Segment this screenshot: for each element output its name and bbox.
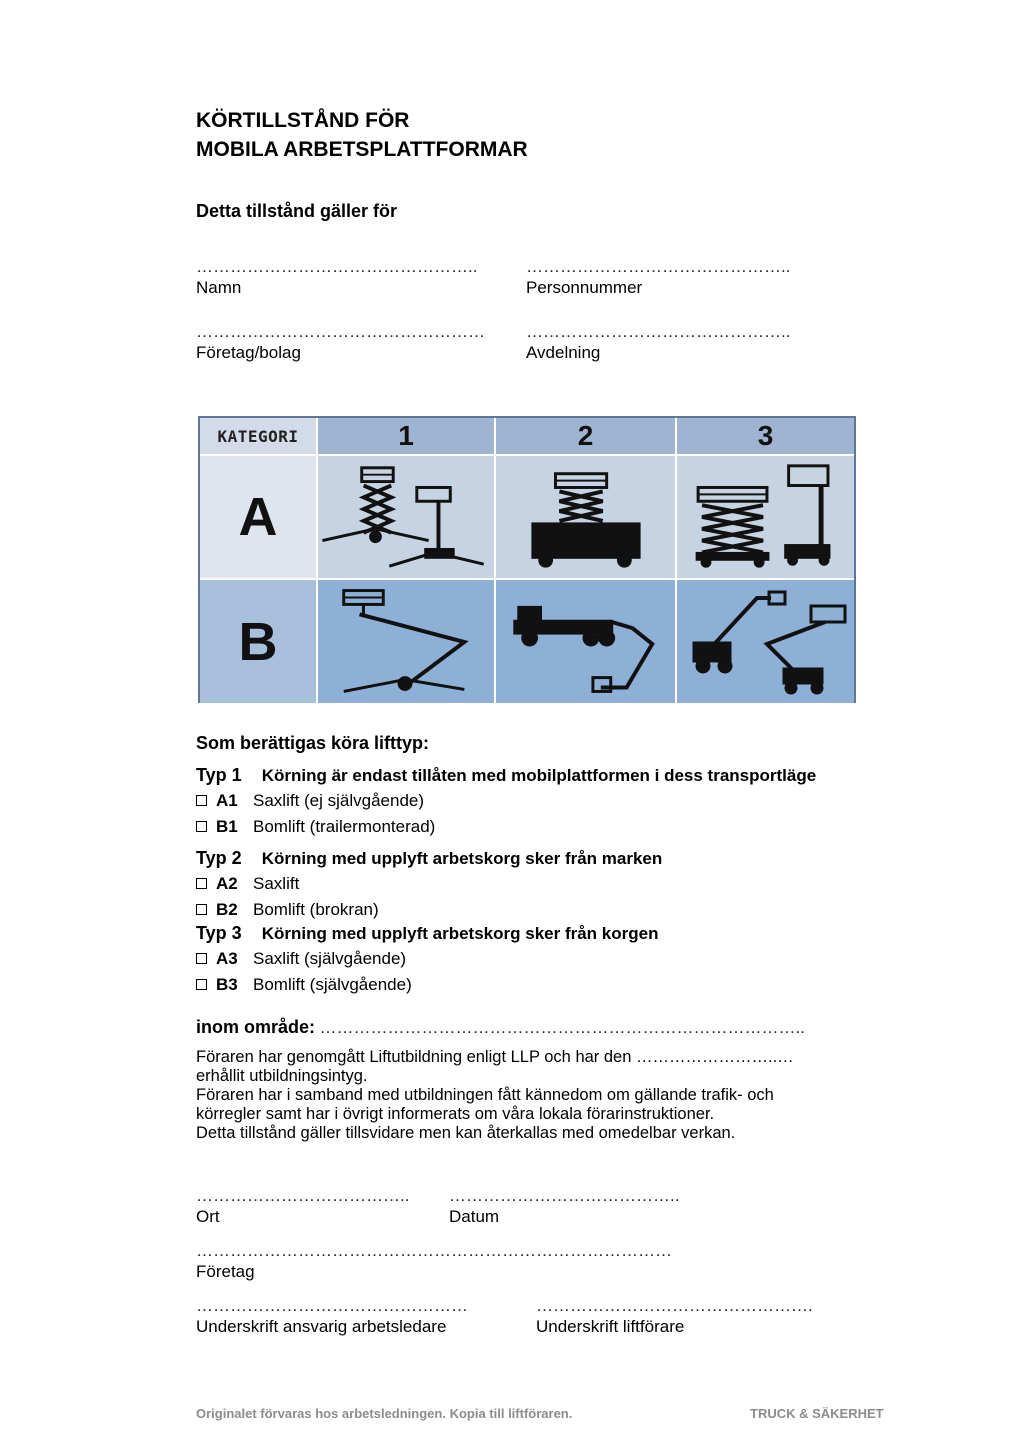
- intro-heading: Detta tillstånd gäller för: [196, 201, 398, 221]
- column-header-2: 2: [496, 418, 677, 456]
- checkbox-a2[interactable]: [196, 878, 207, 889]
- date-label: Datum: [449, 1207, 500, 1226]
- cell-b1: [318, 580, 496, 703]
- column-header-1: 1: [318, 418, 496, 456]
- area-label: inom område:: [196, 1017, 316, 1037]
- column-header-3: 3: [677, 418, 854, 456]
- lift-types-heading: Som berättigas köra lifttyp:: [196, 733, 430, 753]
- cell-a1: [318, 456, 496, 580]
- option-text-b1: Bomlift (trailermonterad): [253, 817, 436, 836]
- boom-lift-icon: [318, 580, 494, 703]
- supervisor-signature-line[interactable]: …………………………………………: [196, 1296, 468, 1315]
- driver-signature-line[interactable]: ………………………………………….: [536, 1296, 813, 1315]
- checkbox-b3[interactable]: [196, 979, 207, 990]
- row-header-b: B: [200, 580, 318, 703]
- title-line-1: KÖRTILLSTÅND FÖR: [196, 109, 410, 132]
- name-field-line[interactable]: …………………………………………..: [196, 257, 478, 276]
- category-header: KATEGORI: [200, 418, 318, 456]
- supervisor-signature-label: Underskrift ansvarig arbetsledare: [196, 1317, 447, 1336]
- cell-a2: [496, 456, 677, 580]
- option-a3[interactable]: [196, 949, 406, 969]
- option-b2[interactable]: [196, 900, 379, 920]
- checkbox-b1[interactable]: [196, 821, 207, 832]
- statement-text: [196, 1048, 794, 1143]
- scissor-lift-icon: [677, 456, 854, 578]
- area-field-line[interactable]: …………………………………………………………………………..: [319, 1018, 805, 1037]
- statement-line-1: Föraren har genomgått Liftutbildning enligt LLP och har den ……………………..…: [196, 1048, 794, 1066]
- type-1-heading: [196, 765, 816, 786]
- department-label: Avdelning: [526, 343, 601, 362]
- option-code-a2: A2: [216, 874, 238, 893]
- statement-line-3: Föraren har i samband med utbildningen fått kännedom om gällande trafik- och: [196, 1086, 774, 1104]
- type-1-label: Typ 1: [196, 765, 242, 785]
- type-1-description: Körning är endast tillåten med mobilplattformen i dess transportläge: [261, 766, 817, 785]
- option-text-a1: Saxlift (ej självgående): [253, 791, 425, 810]
- option-code-b1: B1: [216, 817, 238, 836]
- scissor-lift-icon: [318, 456, 494, 578]
- cell-b3: [677, 580, 854, 703]
- checkbox-a3[interactable]: [196, 953, 207, 964]
- document-title: [196, 106, 528, 164]
- signature-company-field-line[interactable]: …………………………………………………………………………: [196, 1241, 672, 1260]
- name-label: Namn: [196, 278, 242, 297]
- scissor-lift-icon: [496, 456, 675, 578]
- type-2-heading: [196, 848, 662, 869]
- company-label: Företag/bolag: [196, 343, 301, 362]
- option-text-a3: Saxlift (självgående): [253, 949, 407, 968]
- type-2-label: Typ 2: [196, 848, 242, 868]
- option-code-a1: A1: [216, 791, 238, 810]
- statement-line-4: körregler samt har i övrigt informerats om våra lokala förarinstruktioner.: [196, 1105, 715, 1123]
- place-label: Ort: [196, 1207, 220, 1226]
- title-line-2: MOBILA ARBETSPLATTFORMAR: [196, 138, 528, 161]
- option-text-b3: Bomlift (självgående): [253, 975, 412, 994]
- area-row: [196, 1017, 805, 1038]
- truck-mounted-lift-icon: [496, 580, 675, 703]
- option-code-b3: B3: [216, 975, 238, 994]
- option-code-a3: A3: [216, 949, 238, 968]
- statement-line-5: Detta tillstånd gäller tillsvidare men kan återkallas med omedelbar verkan.: [196, 1124, 736, 1142]
- row-header-a: A: [200, 456, 318, 580]
- cell-a3: [677, 456, 854, 580]
- articulated-boom-lift-icon: [677, 580, 854, 703]
- option-a1[interactable]: [196, 791, 424, 811]
- option-b3[interactable]: [196, 975, 412, 995]
- option-b1[interactable]: [196, 817, 435, 837]
- personnummer-field-line[interactable]: ………………………………………..: [526, 257, 791, 276]
- date-field-line[interactable]: …………………………………..: [449, 1186, 680, 1205]
- type-3-heading: [196, 923, 658, 944]
- company-field-line[interactable]: ……………………………………………: [196, 322, 485, 341]
- signature-company-label: Företag: [196, 1262, 255, 1281]
- department-field-line[interactable]: ………………………………………..: [526, 322, 791, 341]
- type-2-description: Körning med upplyft arbetskorg sker från marken: [261, 849, 663, 868]
- driver-signature-label: Underskrift liftförare: [536, 1317, 685, 1336]
- checkbox-b2[interactable]: [196, 904, 207, 915]
- statement-line-2: erhållit utbildningsintyg.: [196, 1067, 368, 1085]
- category-table: [198, 416, 856, 703]
- cell-b2: [496, 580, 677, 703]
- option-text-a2: Saxlift: [253, 874, 300, 893]
- option-code-b2: B2: [216, 900, 238, 919]
- footer-note: Originalet förvaras hos arbetsledningen. Kopia till liftföraren.: [196, 1406, 573, 1421]
- type-3-description: Körning med upplyft arbetskorg sker från korgen: [261, 924, 659, 943]
- option-text-b2: Bomlift (brokran): [253, 900, 379, 919]
- personnummer-label: Personnummer: [526, 278, 643, 297]
- option-a2[interactable]: [196, 874, 299, 894]
- checkbox-a1[interactable]: [196, 795, 207, 806]
- footer-brand: TRUCK & SÄKERHET: [750, 1406, 884, 1421]
- place-field-line[interactable]: ………………………………..: [196, 1186, 410, 1205]
- type-3-label: Typ 3: [196, 923, 242, 943]
